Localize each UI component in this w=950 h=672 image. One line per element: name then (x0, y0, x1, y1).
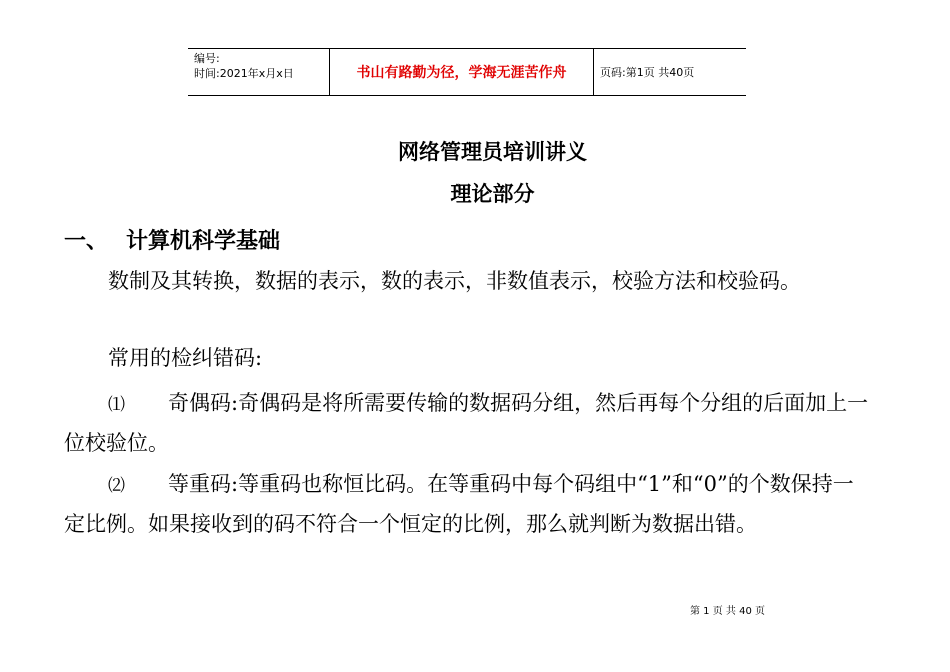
paragraph-common-codes: 常用的检纠错码: (108, 346, 263, 370)
section-heading (64, 224, 280, 255)
list-item-text: 奇偶码:奇偶码是将所需要传输的数据码分组，然后再每个分组的后面加上一位校验位。 (64, 391, 869, 455)
document-title: 网络管理员培训讲义 (398, 140, 587, 164)
serial-label: 编号: (194, 52, 220, 65)
header-meta-cell (188, 49, 330, 95)
header-motto: 书山有路勤为径，学海无涯苦作舟 (330, 49, 594, 95)
list-marker: ⑵ (108, 476, 125, 496)
list-item-parity-code (64, 384, 872, 462)
document-subtitle: 理论部分 (450, 182, 535, 206)
paragraph-intro: 数制及其转换，数据的表示，数的表示，非数值表示，校验方法和校验码。 (108, 269, 801, 293)
section-number: 一、 (64, 229, 109, 254)
list-item-text: 等重码:等重码也称恒比码。在等重码中每个码组中“1”和“0”的个数保持一定比例。如果接收到的码不符合一个恒定的比例，那么就判断为数据出错。 (64, 472, 854, 536)
page-header (188, 48, 746, 96)
list-item-constant-weight-code (64, 465, 872, 543)
header-page-info: 页码:第1页 共40页 (600, 66, 695, 79)
section-title: 计算机科学基础 (126, 229, 281, 254)
list-marker: ⑴ (108, 395, 125, 415)
time-label: 时间:2021年x月x日 (194, 67, 294, 80)
page-footer: 第 1 页 共 40 页 (690, 606, 765, 617)
